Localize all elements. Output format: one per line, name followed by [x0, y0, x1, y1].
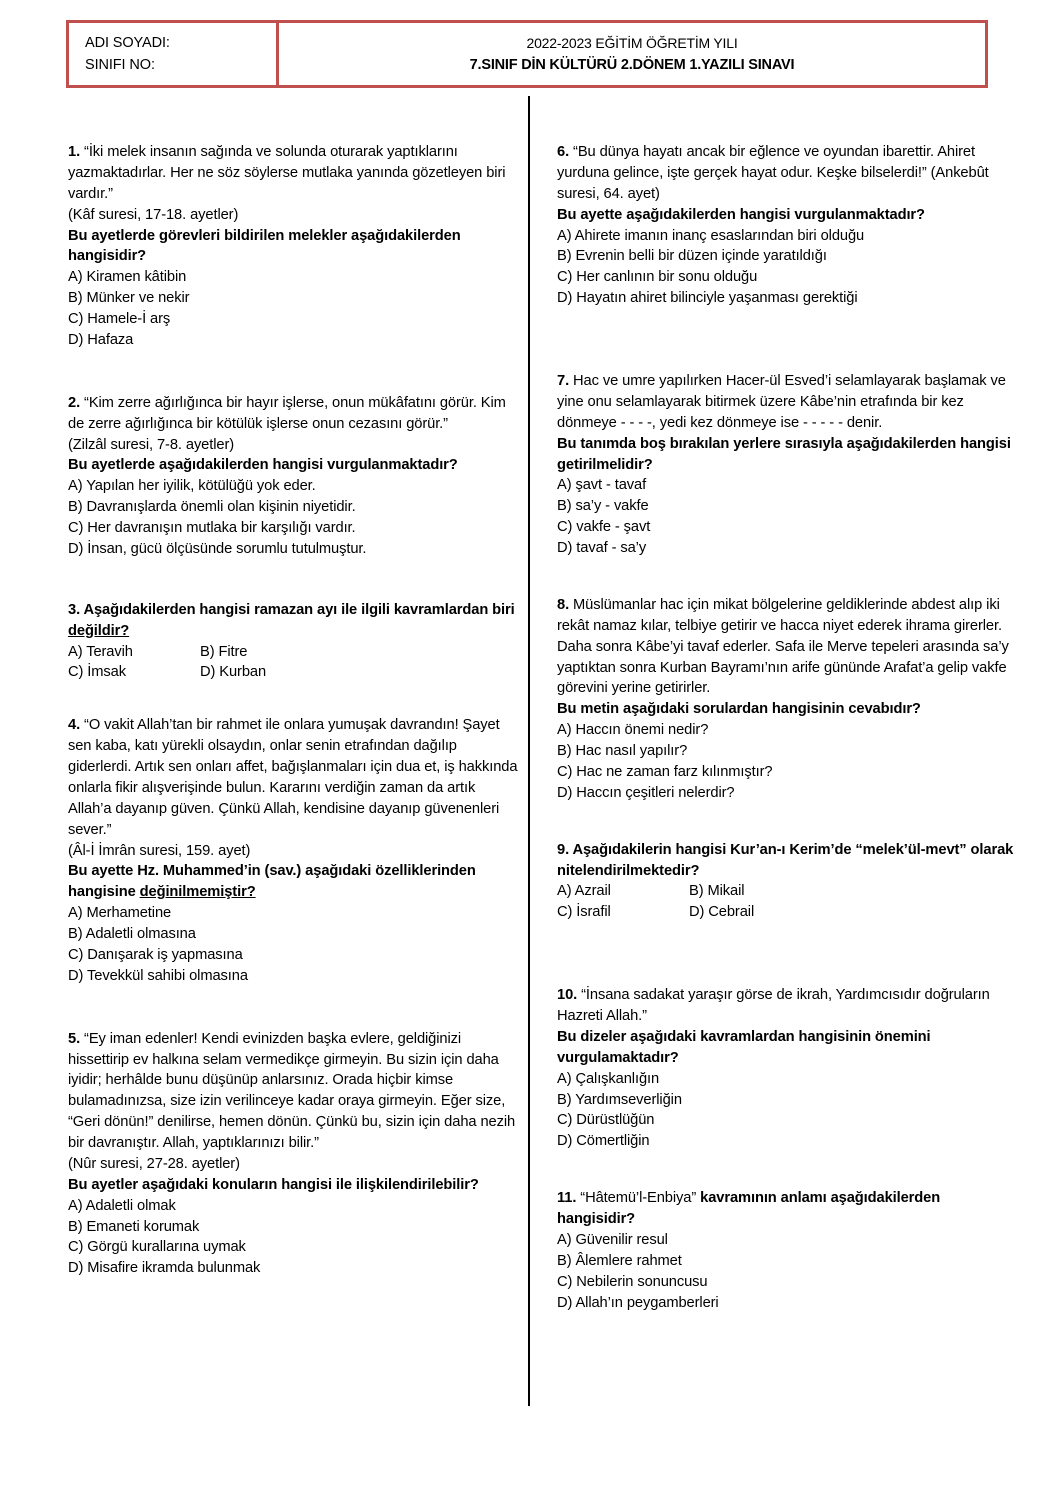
question-passage: [557, 142, 1019, 205]
option-C[interactable]: C) Dürüstlüğün: [557, 1112, 655, 1129]
option-B[interactable]: B) Davranışlarda önemli olan kişinin niyetidir.: [68, 499, 356, 516]
option-A[interactable]: A) Teravih: [68, 643, 133, 660]
question-10: [557, 985, 1019, 1152]
question-source: (Âl-İ İmrân suresi, 159. ayet): [68, 842, 251, 859]
question-stem: [557, 434, 1019, 476]
question-stem: [68, 1175, 520, 1196]
question-number: 11.: [557, 1190, 581, 1207]
option-D[interactable]: D) Hayatın ahiret bilinciyle yaşanması gerektiği: [557, 290, 858, 307]
question-stem: [68, 455, 520, 476]
option-C[interactable]: C) İmsak: [68, 664, 126, 681]
passage-text: Müslümanlar hac için mikat bölgelerine geldiklerinde abdest alıp iki rekât namaz kılar, telbiye getirir ve hacca niyet ederek ihrama girerler. Daha sonra Kâbe’yi tavaf ederler. Safa ile Merve tepeleri arasında sa’y yaptıktan sonra Kurban Bayramı’nın arife gününde Arafat’a gelip vakfe görevini yerine getirirler.: [557, 596, 1009, 697]
student-name-label: ADI SOYADI:: [85, 34, 170, 51]
option-C[interactable]: C) Her davranışın mutlaka bir karşılığı vardır.: [68, 520, 356, 536]
question-6: [557, 142, 1019, 309]
option-D[interactable]: D) Misafire ikramda bulunmak: [68, 1260, 261, 1277]
question-stem: [557, 699, 1019, 720]
question-11: [557, 1188, 1019, 1313]
question-number: 9.: [557, 841, 573, 858]
questions-column-left: [68, 112, 520, 1279]
passage-text: Hac ve umre yapılırken Hacer-ül Esved’i selamlayarak başlamak ve yine onu selamlayarak bitirmek üzere Kâbe’nin etrafında bir kez dönmeye - - - -, yedi kez dönmeye ise - - - - - denir.: [557, 373, 1006, 431]
question-number: 4.: [68, 717, 85, 734]
question-3: [68, 600, 520, 684]
question-source: (Nûr suresi, 27-28. ayetler): [68, 1155, 240, 1172]
question-stem: [68, 600, 520, 642]
passage-text: “Kim zerre ağırlığınca bir hayır işlerse, onun mükâfatını görür. Kim de zerre ağırlığınca bir kötülük işlerse onun cezasını görür.”: [68, 394, 506, 432]
option-A[interactable]: A) Merhametine: [68, 905, 172, 922]
option-D[interactable]: D) Allah’ın peygamberleri: [557, 1294, 719, 1311]
option-A[interactable]: A) Haccın önemi nedir?: [557, 722, 709, 739]
option-C[interactable]: C) Hamele-İ arş: [68, 311, 171, 327]
column-divider: [528, 96, 530, 1406]
option-grid: [557, 881, 1019, 923]
question-7: [557, 371, 1019, 559]
option-A[interactable]: A) Kiramen kâtibin: [68, 269, 187, 286]
question-passage: [557, 371, 1019, 434]
stem-negation-word: değildir?: [68, 622, 130, 639]
question-2: [68, 393, 520, 560]
option-B[interactable]: B) sa’y - vakfe: [557, 498, 649, 515]
option-C[interactable]: C) Hac ne zaman farz kılınmıştır?: [557, 763, 773, 780]
stem-text: Bu ayetlerde görevleri bildirilen melekler aşağıdakilerden hangisidir?: [68, 227, 461, 265]
option-B[interactable]: B) Hac nasıl yapılır?: [557, 743, 688, 759]
option-B[interactable]: B) Evrenin belli bir düzen içinde yaratıldığı: [557, 248, 827, 265]
option-A[interactable]: A) şavt - tavaf: [557, 477, 647, 494]
stem-negation-word: değinilmemiştir?: [139, 884, 256, 901]
passage-text: “Bu dünya hayatı ancak bir eğlence ve oyundan ibarettir. Ahiret yurduna gelince, işte gerçek hayat odur. Keşke bilselerdi!” (Ankebût suresi, 64. ayet): [557, 144, 989, 202]
question-number: 2.: [68, 394, 85, 411]
stem-text: Bu metin aşağıdaki sorulardan hangisinin cevabıdır?: [557, 701, 921, 718]
exam-title-cell: [279, 23, 985, 85]
stem-text: Bu ayette aşağıdakilerden hangisi vurgulanmaktadır?: [557, 206, 925, 223]
option-A[interactable]: A) Ahirete imanın inanç esaslarından biri olduğu: [557, 227, 865, 244]
option-B[interactable]: B) Yardımseverliğin: [557, 1091, 682, 1108]
question-9: [557, 840, 1019, 924]
question-passage: [68, 142, 520, 205]
question-passage: [68, 715, 520, 840]
option-C[interactable]: C) Görgü kurallarına uymak: [68, 1239, 246, 1256]
option-C[interactable]: C) Danışarak iş yapmasına: [68, 946, 243, 963]
stem-quoted-term: “Hâtemü’l-Enbiya”: [580, 1190, 701, 1207]
stem-text: Bu dizeler aşağıdaki kavramlardan hangisinin önemini vurgulamaktadır?: [557, 1028, 931, 1066]
stem-text: Bu ayetlerde aşağıdakilerden hangisi vurgulanmaktadır?: [68, 457, 458, 474]
passage-text: “O vakit Allah’tan bir rahmet ile onlara yumuşak davrandın! Şayet sen kaba, katı yürekli olsaydın, onlar senin etrafından dağılıp giderlerdi. Artık sen onları affet, bağışlanmaları için dua et, iş hakkında onlarla fikir alışverişinde bulun. Kararını verdiğin zaman da artık Allah’a dayanıp güven. Çünkü Allah, kendisine dayanıp güvenenleri sever.”: [68, 717, 518, 838]
exam-title-line: 7.SINIF DİN KÜLTÜRÜ 2.DÖNEM 1.YAZILI SINAVI: [469, 57, 795, 73]
stem-text: kavramının anlamı aşağıdakilerden hangisidir?: [557, 1190, 941, 1227]
option-D[interactable]: D) Cebrail: [689, 904, 755, 921]
option-B[interactable]: B) Adaletli olmasına: [68, 926, 196, 942]
question-number: 10.: [557, 987, 582, 1004]
option-D[interactable]: D) İnsan, gücü ölçüsünde sorumlu tutulmuştur.: [68, 540, 367, 557]
option-B[interactable]: B) Fitre: [200, 643, 248, 660]
option-A[interactable]: A) Adaletli olmak: [68, 1197, 176, 1214]
option-D[interactable]: D) Haccın çeşitleri nelerdir?: [557, 784, 735, 801]
question-number: 3.: [68, 601, 84, 618]
option-D[interactable]: D) tavaf - sa’y: [557, 540, 647, 556]
student-info-cell: [69, 23, 279, 85]
option-C[interactable]: C) Nebilerin sonuncusu: [557, 1273, 708, 1290]
option-grid: [68, 642, 520, 684]
passage-text: “İnsana sadakat yaraşır görse de ikrah, Yardımcısıdır doğruların Hazreti Allah.”: [557, 987, 990, 1024]
option-D[interactable]: D) Hafaza: [68, 331, 134, 348]
question-passage: [68, 1029, 520, 1154]
option-A[interactable]: A) Güvenilir resul: [557, 1231, 668, 1248]
stem-text: Aşağıdakilerden hangisi ramazan ayı ile ilgili kavramlardan biri: [83, 601, 515, 618]
question-8: [557, 595, 1019, 804]
option-B[interactable]: B) Âlemlere rahmet: [557, 1252, 682, 1269]
option-B[interactable]: B) Münker ve nekir: [68, 290, 190, 307]
student-class-label: SINIFI NO:: [85, 56, 155, 73]
option-D[interactable]: D) Tevekkül sahibi olmasına: [68, 967, 248, 984]
question-stem: [68, 226, 520, 268]
option-A[interactable]: A) Yapılan her iyilik, kötülüğü yok eder.: [68, 478, 316, 495]
question-stem: [557, 1188, 1019, 1230]
question-stem: [68, 861, 520, 903]
option-D[interactable]: D) Kurban: [200, 664, 267, 681]
exam-header-box: [66, 20, 988, 88]
question-passage: [68, 393, 520, 435]
stem-text: Bu ayette Hz. Muhammed’in (sav.) aşağıdaki özelliklerinden hangisine: [68, 863, 476, 901]
option-B[interactable]: B) Mikail: [689, 883, 745, 900]
question-number: 8.: [557, 596, 574, 613]
option-C[interactable]: C) İsrafil: [557, 904, 611, 921]
passage-text: “Ey iman edenler! Kendi evinizden başka evlere, geldiğinizi hissettirip ev halkına selam vermedikçe girmeyin. Bu sizin için daha iyidir; herhâlde bunu düşünüp anlarsınız. Orada hiçbir kimse bulamadınızsa, size izin verilinceye kadar oraya girmeyin. Eğer size, “Geri dönün!” denilirse, hemen dönün. Çünkü bu, sizin için daha nezih bir davranıştır. Allah, yaptıklarınızı bilir.”: [68, 1030, 516, 1151]
questions-column-right: [557, 112, 1019, 1313]
passage-text: “İki melek insanın sağında ve solunda oturarak yaptıklarını yazmaktadırlar. Her ne söz söylerse mutlaka yanında gözetleyen biri vardır.”: [68, 144, 506, 202]
option-B[interactable]: B) Emaneti korumak: [68, 1218, 200, 1235]
academic-year-line: 2022-2023 EĞİTİM ÖĞRETİM YILI: [526, 35, 738, 51]
question-stem: [557, 205, 1019, 226]
stem-text: Bu tanımda boş bırakılan yerlere sırasıyla aşağıdakilerden hangisi getirilmelidir?: [557, 435, 1011, 473]
question-number: 1.: [68, 144, 85, 160]
question-stem: [557, 840, 1019, 882]
question-number: 7.: [557, 373, 574, 389]
option-D[interactable]: D) Cömertliğin: [557, 1133, 650, 1150]
question-source: (Kâf suresi, 17-18. ayetler): [68, 206, 239, 223]
question-source: (Zilzâl suresi, 7-8. ayetler): [68, 436, 235, 453]
option-A[interactable]: A) Çalışkanlığın: [557, 1070, 660, 1087]
option-C[interactable]: C) vakfe - şavt: [557, 519, 651, 536]
question-number: 6.: [557, 144, 574, 160]
option-A[interactable]: A) Azrail: [557, 883, 611, 900]
option-C[interactable]: C) Her canlının bir sonu olduğu: [557, 269, 758, 286]
question-1: [68, 142, 520, 351]
question-stem: [557, 1027, 1019, 1069]
stem-text: Bu ayetler aşağıdaki konuların hangisi ile ilişkilendirilebilir?: [68, 1176, 479, 1193]
stem-text: Aşağıdakilerin hangisi Kur’an-ı Kerim’de “melek’ül-mevt” olarak nitelendirilmektedir?: [557, 841, 1014, 879]
question-4: [68, 715, 520, 986]
question-number: 5.: [68, 1030, 85, 1047]
question-5: [68, 1029, 520, 1280]
question-passage: [557, 985, 1019, 1027]
question-passage: [557, 595, 1019, 699]
